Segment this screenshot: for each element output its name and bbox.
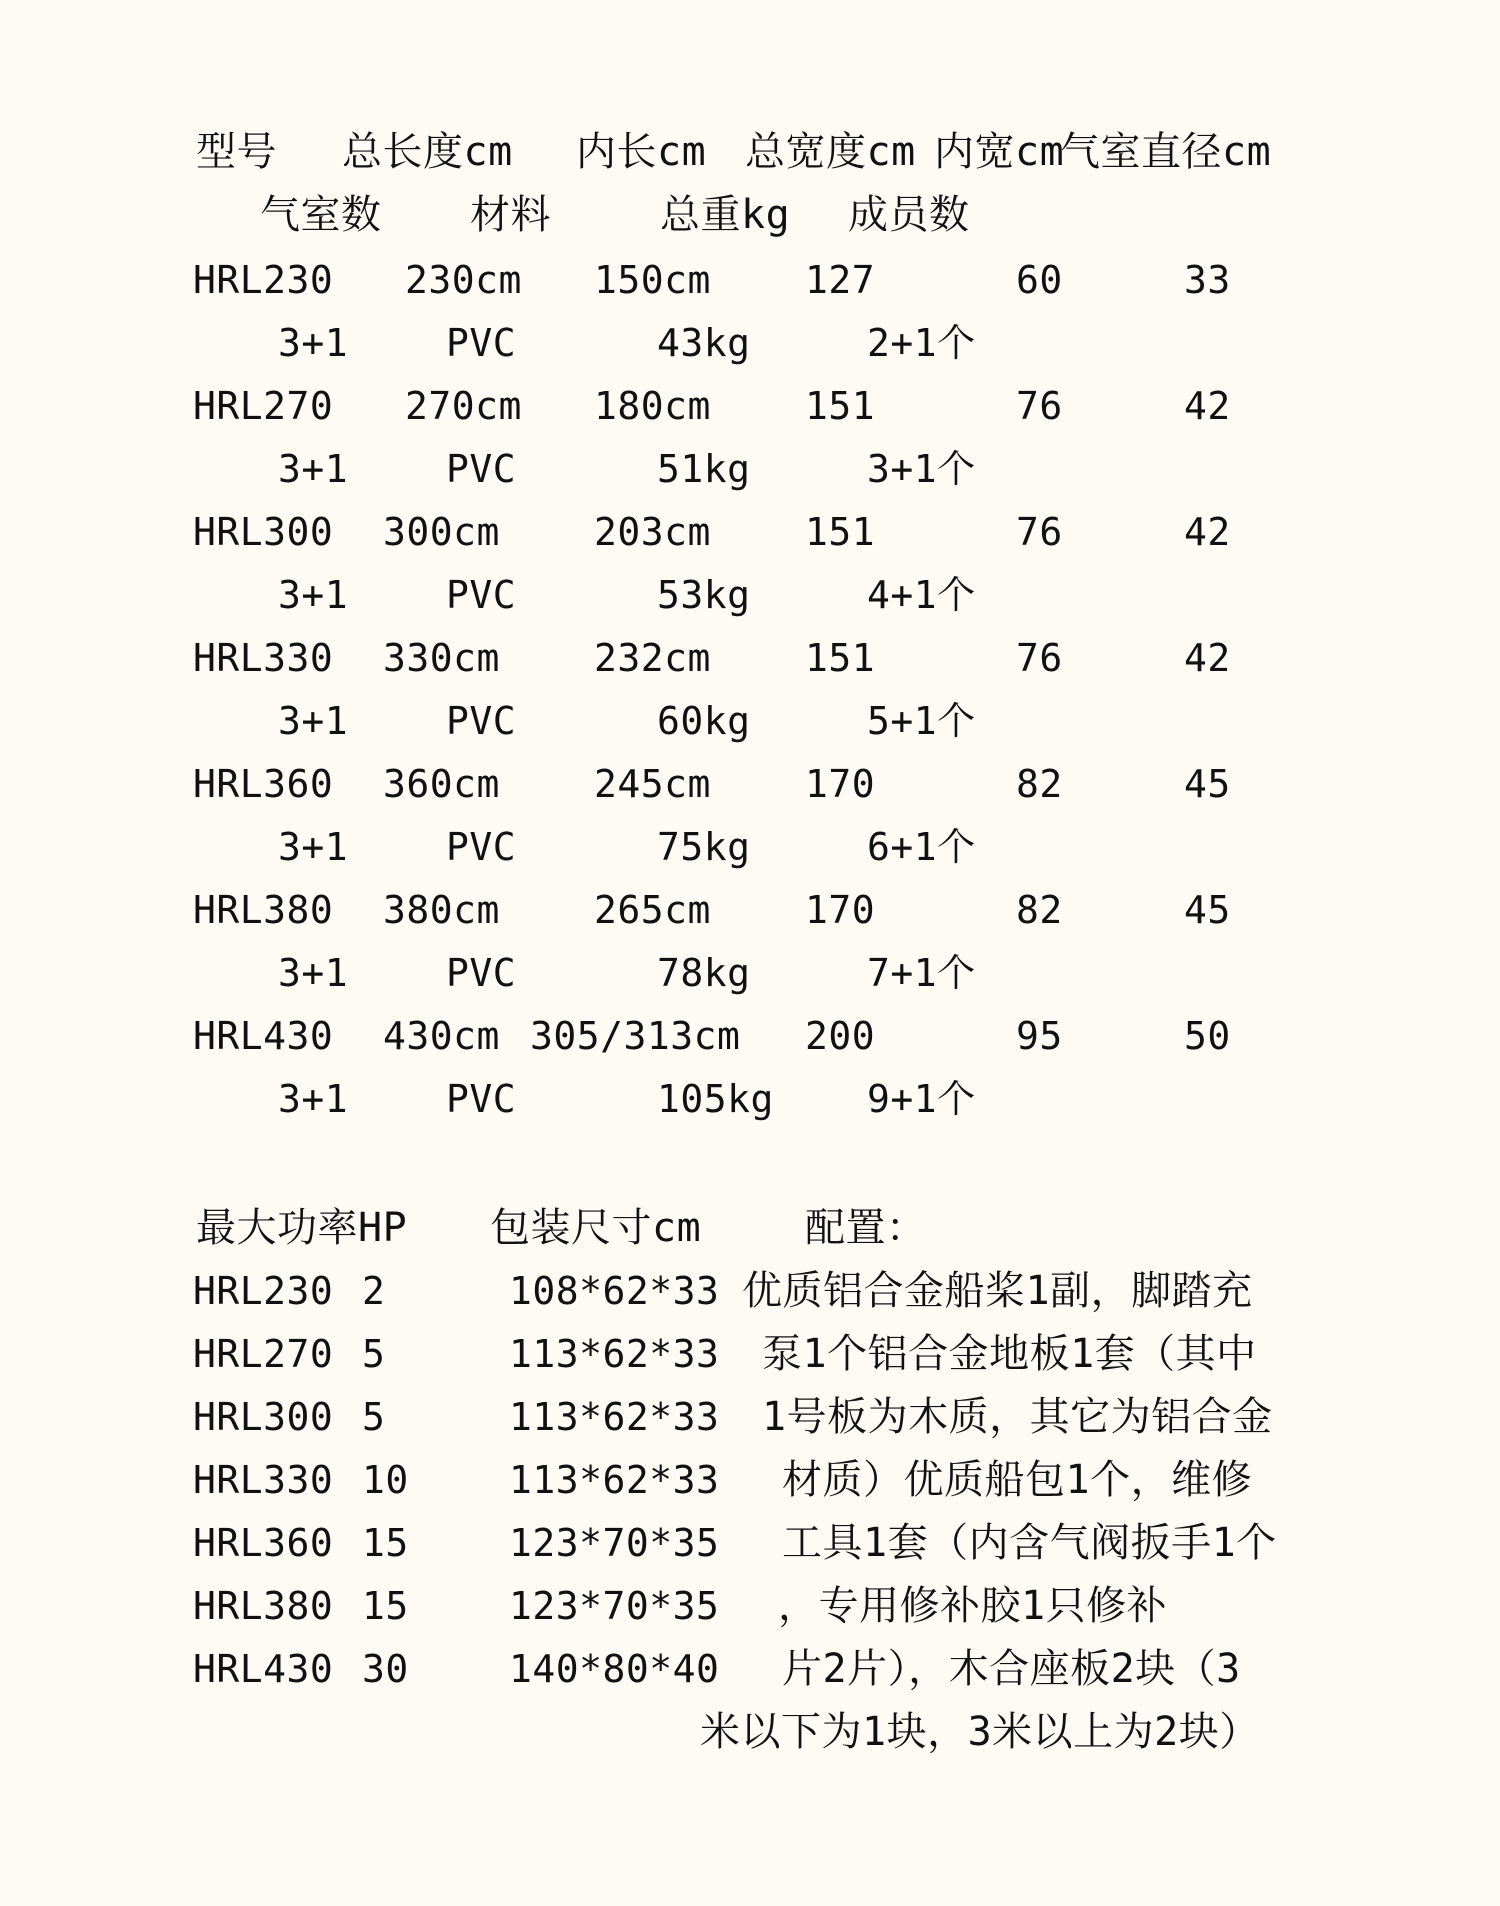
spec-persons: 4+1个 — [867, 573, 976, 617]
header-chambers: 气室数 — [260, 192, 382, 238]
spec-tube-diameter: 45 — [1184, 762, 1231, 806]
spec-inner-width: 76 — [1016, 510, 1063, 554]
power-model: HRL330 — [193, 1458, 334, 1502]
spec-weight: 53kg — [657, 573, 751, 617]
spec-persons: 7+1个 — [867, 951, 976, 995]
config-line: 工具1套（内含气阀扳手1个 — [782, 1520, 1277, 1566]
power-model: HRL270 — [193, 1332, 334, 1376]
header-weight: 总重kg — [660, 192, 791, 238]
header-total-length: 总长度cm — [342, 129, 513, 175]
spec-material: PVC — [446, 825, 517, 869]
power-package: 140*80*40 — [509, 1647, 720, 1691]
header-package-size: 包装尺寸cm — [490, 1205, 702, 1251]
spec-weight: 75kg — [657, 825, 751, 869]
spec-persons: 5+1个 — [867, 699, 976, 743]
spec-total-width: 151 — [805, 510, 876, 554]
power-package: 113*62*33 — [509, 1332, 720, 1376]
spec-chambers: 3+1 — [278, 1077, 349, 1121]
spec-inner-width: 95 — [1016, 1014, 1063, 1058]
spec-model: HRL360 — [193, 762, 334, 806]
spec-inner-length: 305/313cm — [530, 1014, 741, 1058]
spec-weight: 105kg — [657, 1077, 774, 1121]
spec-material: PVC — [446, 447, 517, 491]
power-package: 108*62*33 — [509, 1269, 720, 1313]
spec-model: HRL330 — [193, 636, 334, 680]
config-line: 材质）优质船包1个，维修 — [782, 1457, 1253, 1503]
spec-inner-width: 82 — [1016, 762, 1063, 806]
spec-persons: 6+1个 — [867, 825, 976, 869]
spec-total-width: 200 — [805, 1014, 876, 1058]
spec-total-length: 300cm — [383, 510, 500, 554]
spec-chambers: 3+1 — [278, 699, 349, 743]
header-tube-diameter: 气室直径cm — [1060, 129, 1272, 175]
config-line: 优质铝合金船桨1副，脚踏充 — [742, 1268, 1253, 1314]
spec-persons: 9+1个 — [867, 1077, 976, 1121]
power-model: HRL430 — [193, 1647, 334, 1691]
spec-tube-diameter: 45 — [1184, 888, 1231, 932]
spec-total-length: 360cm — [383, 762, 500, 806]
power-hp: 15 — [362, 1521, 409, 1565]
power-package: 113*62*33 — [509, 1458, 720, 1502]
power-hp: 2 — [362, 1269, 386, 1313]
header-model: 型号 — [196, 129, 277, 175]
spec-material: PVC — [446, 699, 517, 743]
header-inner-width: 内宽cm — [934, 129, 1065, 175]
header-material: 材料 — [470, 192, 551, 238]
power-hp: 5 — [362, 1395, 386, 1439]
spec-inner-width: 82 — [1016, 888, 1063, 932]
power-hp: 5 — [362, 1332, 386, 1376]
power-hp: 30 — [362, 1647, 409, 1691]
spec-weight: 51kg — [657, 447, 751, 491]
header-config: 配置： — [805, 1205, 927, 1251]
power-hp: 15 — [362, 1584, 409, 1628]
spec-model: HRL430 — [193, 1014, 334, 1058]
spec-chambers: 3+1 — [278, 951, 349, 995]
spec-total-width: 127 — [805, 258, 876, 302]
power-package: 113*62*33 — [509, 1395, 720, 1439]
power-package: 123*70*35 — [509, 1521, 720, 1565]
spec-persons: 2+1个 — [867, 321, 976, 365]
spec-inner-width: 76 — [1016, 384, 1063, 428]
header-total-width: 总宽度cm — [745, 129, 916, 175]
spec-tube-diameter: 50 — [1184, 1014, 1231, 1058]
spec-chambers: 3+1 — [278, 321, 349, 365]
spec-persons: 3+1个 — [867, 447, 976, 491]
spec-inner-length: 232cm — [594, 636, 711, 680]
spec-total-width: 151 — [805, 636, 876, 680]
spec-material: PVC — [446, 321, 517, 365]
spec-chambers: 3+1 — [278, 447, 349, 491]
spec-tube-diameter: 42 — [1184, 636, 1231, 680]
spec-total-width: 170 — [805, 762, 876, 806]
power-model: HRL360 — [193, 1521, 334, 1565]
spec-tube-diameter: 33 — [1184, 258, 1231, 302]
spec-tube-diameter: 42 — [1184, 384, 1231, 428]
spec-total-length: 270cm — [405, 384, 522, 428]
spec-inner-length: 265cm — [594, 888, 711, 932]
power-package: 123*70*35 — [509, 1584, 720, 1628]
spec-weight: 60kg — [657, 699, 751, 743]
spec-model: HRL380 — [193, 888, 334, 932]
spec-total-width: 151 — [805, 384, 876, 428]
config-line: ，专用修补胶1只修补 — [778, 1583, 1168, 1629]
spec-inner-width: 76 — [1016, 636, 1063, 680]
spec-inner-length: 203cm — [594, 510, 711, 554]
spec-total-width: 170 — [805, 888, 876, 932]
power-model: HRL230 — [193, 1269, 334, 1313]
config-line: 片2片），木合座板2块（3 — [782, 1646, 1241, 1692]
spec-inner-width: 60 — [1016, 258, 1063, 302]
spec-model: HRL230 — [193, 258, 334, 302]
spec-tube-diameter: 42 — [1184, 510, 1231, 554]
spec-total-length: 330cm — [383, 636, 500, 680]
config-line: 米以下为1块，3米以上为2块） — [700, 1709, 1260, 1755]
header-max-power: 最大功率HP — [196, 1205, 408, 1251]
config-line: 1号板为木质，其它为铝合金 — [762, 1394, 1273, 1440]
spec-model: HRL300 — [193, 510, 334, 554]
config-line: 泵1个铝合金地板1套（其中 — [762, 1331, 1257, 1377]
header-persons: 成员数 — [848, 192, 970, 238]
spec-chambers: 3+1 — [278, 825, 349, 869]
power-hp: 10 — [362, 1458, 409, 1502]
power-model: HRL380 — [193, 1584, 334, 1628]
spec-total-length: 380cm — [383, 888, 500, 932]
spec-material: PVC — [446, 1077, 517, 1121]
power-model: HRL300 — [193, 1395, 334, 1439]
spec-weight: 78kg — [657, 951, 751, 995]
spec-chambers: 3+1 — [278, 573, 349, 617]
spec-material: PVC — [446, 573, 517, 617]
spec-material: PVC — [446, 951, 517, 995]
spec-weight: 43kg — [657, 321, 751, 365]
spec-total-length: 430cm — [383, 1014, 500, 1058]
header-inner-length: 内长cm — [576, 129, 707, 175]
spec-inner-length: 180cm — [594, 384, 711, 428]
spec-inner-length: 245cm — [594, 762, 711, 806]
spec-model: HRL270 — [193, 384, 334, 428]
spec-total-length: 230cm — [405, 258, 522, 302]
spec-inner-length: 150cm — [594, 258, 711, 302]
